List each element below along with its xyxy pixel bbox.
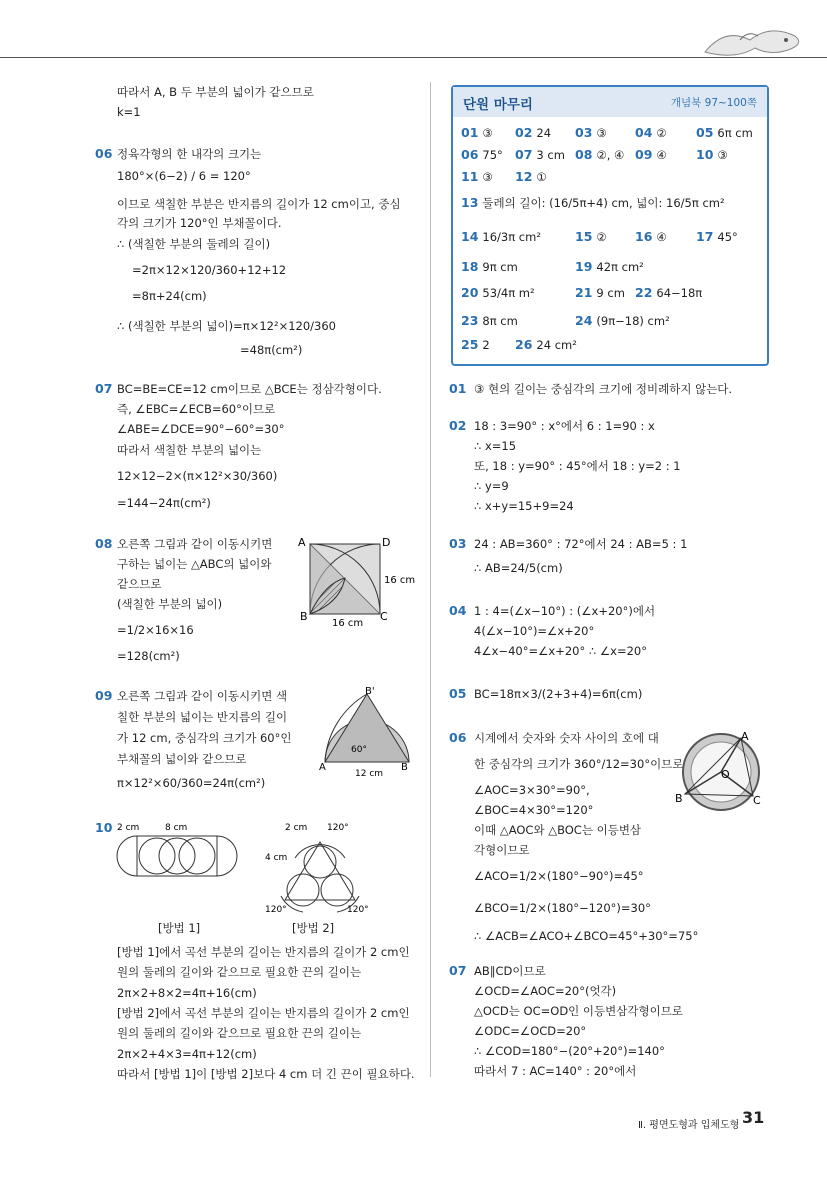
text-line: ∴ x+y=15+9=24 bbox=[474, 499, 574, 513]
label-Bprime: B' bbox=[365, 686, 375, 697]
answer-number: 15 bbox=[575, 229, 593, 244]
sector-figure bbox=[315, 688, 415, 778]
problem-number: 09 bbox=[95, 688, 113, 703]
caption: [방법 2] bbox=[292, 921, 335, 935]
label-O: O bbox=[721, 768, 730, 781]
answer-item bbox=[461, 259, 518, 274]
problem-number: 06 bbox=[95, 146, 113, 161]
answer-item bbox=[635, 125, 667, 140]
answer-item bbox=[461, 313, 518, 328]
label-bottom: 16 cm bbox=[332, 618, 364, 629]
answer-value: 둘레의 길이: (16/5π+4) cm, 넓이: 16/5π cm² bbox=[482, 196, 725, 210]
label-angle: 60° bbox=[351, 745, 367, 755]
answer-item bbox=[635, 285, 702, 300]
answer-item bbox=[461, 125, 493, 140]
answer-value: ③ bbox=[482, 126, 493, 140]
text-line: 18 : 3=90° : x°에서 6 : 1=90 : x bbox=[474, 419, 655, 433]
answer-value: 9 cm bbox=[596, 286, 625, 300]
answer-value: 9π cm bbox=[482, 260, 518, 274]
formula-line: ∴ ∠ACB=∠ACO+∠BCO=45°+30°=75° bbox=[474, 929, 699, 943]
answer-number: 23 bbox=[461, 313, 479, 328]
answer-item bbox=[635, 147, 667, 162]
text-line: ∴ ∠COD=180°−(20°+20°)=140° bbox=[474, 1044, 665, 1058]
text-line: 따라서 7 : AC=140° : 20°에서 bbox=[474, 1064, 637, 1078]
answer-number: 08 bbox=[575, 147, 593, 162]
column-divider bbox=[430, 82, 431, 1077]
label-D: D bbox=[382, 536, 391, 549]
answer-number: 01 bbox=[461, 125, 479, 140]
answer-item bbox=[461, 147, 503, 162]
formula-line: π×12²×60/360=24π(cm²) bbox=[117, 776, 266, 790]
text-line: 이므로 색칠한 부분은 반지름의 길이가 12 cm이고, 중심 bbox=[117, 197, 401, 211]
text-line: 시계에서 숫자와 숫자 사이의 호에 대 bbox=[474, 731, 659, 745]
text-line: ∠AOC=3×30°=90°, bbox=[474, 783, 590, 797]
answer-item bbox=[515, 125, 551, 140]
text-line: BC=BE=CE=12 cm이므로 △BCE는 정삼각형이다. bbox=[117, 382, 382, 396]
formula-line: 2π×2+4×3=4π+12(cm) bbox=[117, 1047, 257, 1061]
label-A: A bbox=[319, 762, 326, 773]
dragon-illustration bbox=[700, 22, 810, 62]
problem-number: 04 bbox=[449, 603, 467, 618]
answer-number: 21 bbox=[575, 285, 593, 300]
text-line: 따라서 색칠한 부분의 넓이는 bbox=[117, 443, 262, 457]
label-length: 12 cm bbox=[355, 769, 384, 779]
problem-number: 08 bbox=[95, 536, 113, 551]
label-angle-top: 120° bbox=[327, 823, 349, 833]
answer-number: 13 bbox=[461, 195, 479, 210]
answer-item bbox=[515, 147, 565, 162]
answer-number: 04 bbox=[635, 125, 653, 140]
text-line: 원의 둘레의 길이와 같으므로 필요한 끈의 길이는 bbox=[117, 1026, 362, 1040]
problem-number: 02 bbox=[449, 418, 467, 433]
formula-line: 2π×2+8×2=4π+16(cm) bbox=[117, 986, 257, 1000]
answer-number: 16 bbox=[635, 229, 653, 244]
answer-item bbox=[461, 195, 725, 211]
answer-value: 6π cm bbox=[717, 126, 753, 140]
label-r: 2 cm bbox=[285, 823, 308, 833]
label-C: C bbox=[753, 794, 761, 807]
summary-title: 단원 마무리 bbox=[463, 97, 533, 113]
text-line: 각형이므로 bbox=[474, 843, 530, 857]
page-number: 31 bbox=[742, 1108, 765, 1127]
answer-number: 07 bbox=[515, 147, 533, 162]
answer-number: 12 bbox=[515, 169, 533, 184]
answer-number: 03 bbox=[575, 125, 593, 140]
text-line: 오른쪽 그림과 같이 이동시키면 색 bbox=[117, 689, 288, 703]
answer-value: 53/4π m² bbox=[482, 286, 535, 300]
answer-value: ② bbox=[656, 126, 667, 140]
answer-number: 17 bbox=[696, 229, 714, 244]
formula-line: =128(cm²) bbox=[117, 649, 180, 663]
answer-value: ① bbox=[536, 170, 547, 184]
label-B: B bbox=[675, 792, 683, 805]
answer-number: 05 bbox=[696, 125, 714, 140]
text-line: 따라서 A, B 두 부분의 넓이가 같으므로 bbox=[117, 85, 314, 99]
formula-line: =48π(cm²) bbox=[240, 343, 303, 357]
answer-value: 3 cm bbox=[536, 148, 565, 162]
answer-item bbox=[575, 147, 624, 162]
answer-value: ②, ④ bbox=[596, 148, 625, 162]
label-B: B bbox=[401, 762, 408, 773]
formula-line: ∠ACO=1/2×(180°−90°)=45° bbox=[474, 869, 644, 883]
answer-number: 11 bbox=[461, 169, 479, 184]
text-line: ③ 현의 길이는 중심각의 크기에 정비례하지 않는다. bbox=[474, 382, 733, 396]
answer-value: ④ bbox=[656, 148, 667, 162]
answer-item bbox=[635, 229, 667, 244]
answer-item bbox=[575, 125, 607, 140]
label-A: A bbox=[741, 730, 749, 743]
text-line: ∴ (색칠한 부분의 둘레의 길이) bbox=[117, 237, 271, 251]
formula-line: ∴ (색칠한 부분의 넓이)=π×12²×120/360 bbox=[117, 319, 336, 333]
formula-line: ∴ AB=24/5(cm) bbox=[474, 561, 563, 575]
text-line: ∠OCD=∠AOC=20°(엇각) bbox=[474, 984, 617, 998]
text-line: ∠BOC=4×30°=120° bbox=[474, 803, 594, 817]
label-r: 2 cm bbox=[117, 823, 140, 833]
answer-item bbox=[461, 285, 535, 300]
answer-number: 24 bbox=[575, 313, 593, 328]
formula-line: BC=18π×3/(2+3+4)=6π(cm) bbox=[474, 687, 643, 701]
text-line: [방법 1]에서 곡선 부분의 길이는 반지름의 길이가 2 cm인 bbox=[117, 945, 410, 959]
label-A: A bbox=[298, 536, 306, 549]
answer-item bbox=[515, 169, 547, 184]
answer-number: 10 bbox=[696, 147, 714, 162]
answer-number: 18 bbox=[461, 259, 479, 274]
method2-figure bbox=[265, 820, 375, 915]
problem-number: 06 bbox=[449, 730, 467, 745]
label-len: 8 cm bbox=[165, 823, 188, 833]
answer-item bbox=[696, 125, 753, 140]
answer-value: ③ bbox=[717, 148, 728, 162]
answer-value: 24 cm² bbox=[536, 338, 577, 352]
answer-value: ④ bbox=[656, 230, 667, 244]
answer-item bbox=[575, 285, 625, 300]
answer-number: 02 bbox=[515, 125, 533, 140]
label-angle-left: 120° bbox=[265, 905, 287, 915]
answer-item bbox=[575, 259, 644, 274]
problem-number: 01 bbox=[449, 381, 467, 396]
answer-value: 75° bbox=[482, 148, 503, 162]
text-line: 부채꼴의 넓이와 같으므로 bbox=[117, 752, 247, 766]
text-line: 4(∠x−10°)=∠x+20° bbox=[474, 624, 595, 638]
answer-value: 42π cm² bbox=[596, 260, 644, 274]
answer-number: 06 bbox=[461, 147, 479, 162]
text-line: k=1 bbox=[117, 105, 141, 119]
text-line: 1 : 4=(∠x−10°) : (∠x+20°)에서 bbox=[474, 604, 656, 618]
answer-item bbox=[575, 313, 670, 328]
answer-number: 14 bbox=[461, 229, 479, 244]
problem-number: 03 bbox=[449, 536, 467, 551]
answer-number: 19 bbox=[575, 259, 593, 274]
answer-item bbox=[515, 337, 577, 352]
clock-figure bbox=[675, 732, 770, 812]
problem-number: 07 bbox=[95, 381, 113, 396]
answer-item bbox=[461, 337, 490, 352]
answer-number: 09 bbox=[635, 147, 653, 162]
formula-line: ∠BCO=1/2×(180°−120°)=30° bbox=[474, 901, 651, 915]
text-line: ∴ y=9 bbox=[474, 479, 509, 493]
summary-box bbox=[451, 85, 769, 366]
answer-item bbox=[696, 229, 738, 244]
formula-line: =8π+24(cm) bbox=[132, 289, 207, 303]
answer-number: 20 bbox=[461, 285, 479, 300]
answer-value: 45° bbox=[717, 230, 738, 244]
formula-line: =2π×12×120/360+12+12 bbox=[132, 263, 287, 277]
text-line: (색칠한 부분의 넓이) bbox=[117, 597, 223, 611]
answer-value: 24 bbox=[536, 126, 552, 140]
answer-number: 25 bbox=[461, 337, 479, 352]
text-line: 칠한 부분의 넓이는 반지름의 길이 bbox=[117, 710, 288, 724]
text-line: 오른쪽 그림과 같이 이동시키면 bbox=[117, 537, 273, 551]
text-line: 즉, ∠EBC=∠ECB=60°이므로 bbox=[117, 402, 276, 416]
text-line: 한 중심각의 크기가 360°/12=30°이므로 bbox=[474, 757, 684, 771]
text-line: 따라서 [방법 1]이 [방법 2]보다 4 cm 더 긴 끈이 필요하다. bbox=[117, 1067, 415, 1081]
answer-value: 8π cm bbox=[482, 314, 518, 328]
label-C: C bbox=[380, 610, 388, 623]
label-side: 16 cm bbox=[384, 575, 416, 586]
formula-line: =1/2×16×16 bbox=[117, 623, 194, 637]
problem-number: 07 bbox=[449, 963, 467, 978]
answer-value: ③ bbox=[596, 126, 607, 140]
answer-number: 22 bbox=[635, 285, 653, 300]
text-line: 이때 △AOC와 △BOC는 이등변삼 bbox=[474, 823, 642, 837]
text-line: [방법 2]에서 곡선 부분의 길이는 반지름의 길이가 2 cm인 bbox=[117, 1006, 410, 1020]
answer-value: 2 bbox=[482, 338, 490, 352]
text-line: ∠ABE=∠DCE=90°−60°=30° bbox=[117, 422, 285, 436]
answer-value: ③ bbox=[482, 170, 493, 184]
text-line: 24 : AB=360° : 72°에서 24 : AB=5 : 1 bbox=[474, 537, 688, 551]
square-arcs-figure bbox=[300, 538, 420, 628]
answer-number: 26 bbox=[515, 337, 533, 352]
label-angle-right: 120° bbox=[347, 905, 369, 915]
answer-item bbox=[461, 169, 493, 184]
text-line: △OCD는 OC=OD인 이등변삼각형이므로 bbox=[474, 1004, 683, 1018]
text-line: ∴ x=15 bbox=[474, 439, 517, 453]
answer-item bbox=[696, 147, 728, 162]
answer-value: (9π−18) cm² bbox=[596, 314, 670, 328]
problem-number: 05 bbox=[449, 686, 467, 701]
text-line: 정육각형의 한 내각의 크기는 bbox=[117, 147, 262, 161]
formula-line: =144−24π(cm²) bbox=[117, 496, 211, 510]
answer-value: 64−18π bbox=[656, 286, 703, 300]
caption: [방법 1] bbox=[158, 921, 201, 935]
text-line: 가 12 cm, 중심각의 크기가 60°인 bbox=[117, 731, 292, 745]
footer-chapter: Ⅱ. 평면도형과 입체도형 bbox=[638, 1120, 740, 1131]
answer-item bbox=[575, 229, 607, 244]
answer-value: 16/3π cm² bbox=[482, 230, 541, 244]
formula-line: 12×12−2×(π×12²×30/360) bbox=[117, 469, 278, 483]
text-line: 4∠x−40°=∠x+20° ∴ ∠x=20° bbox=[474, 644, 647, 658]
problem-number: 10 bbox=[95, 820, 113, 835]
method1-figure bbox=[115, 820, 240, 890]
summary-ref: 개념북 97~100쪽 bbox=[670, 97, 757, 109]
text-line: 원의 둘레의 길이와 같으므로 필요한 끈의 길이는 bbox=[117, 965, 362, 979]
text-line: 구하는 넓이는 △ABC의 넓이와 bbox=[117, 557, 272, 571]
text-line: 또, 18 : y=90° : 45°에서 18 : y=2 : 1 bbox=[474, 459, 681, 473]
answer-item bbox=[461, 229, 541, 244]
formula-line: 180°×(6−2) / 6 = 120° bbox=[117, 169, 251, 183]
text-line: 각의 크기가 120°인 부채꼴이다. bbox=[117, 216, 282, 230]
text-line: ∠ODC=∠OCD=20° bbox=[474, 1024, 587, 1038]
label-B: B bbox=[300, 610, 308, 623]
label-side: 4 cm bbox=[265, 853, 288, 863]
text-line: AB∥CD이므로 bbox=[474, 964, 546, 978]
text-line: 같으므로 bbox=[117, 577, 162, 591]
answer-value: ② bbox=[596, 230, 607, 244]
